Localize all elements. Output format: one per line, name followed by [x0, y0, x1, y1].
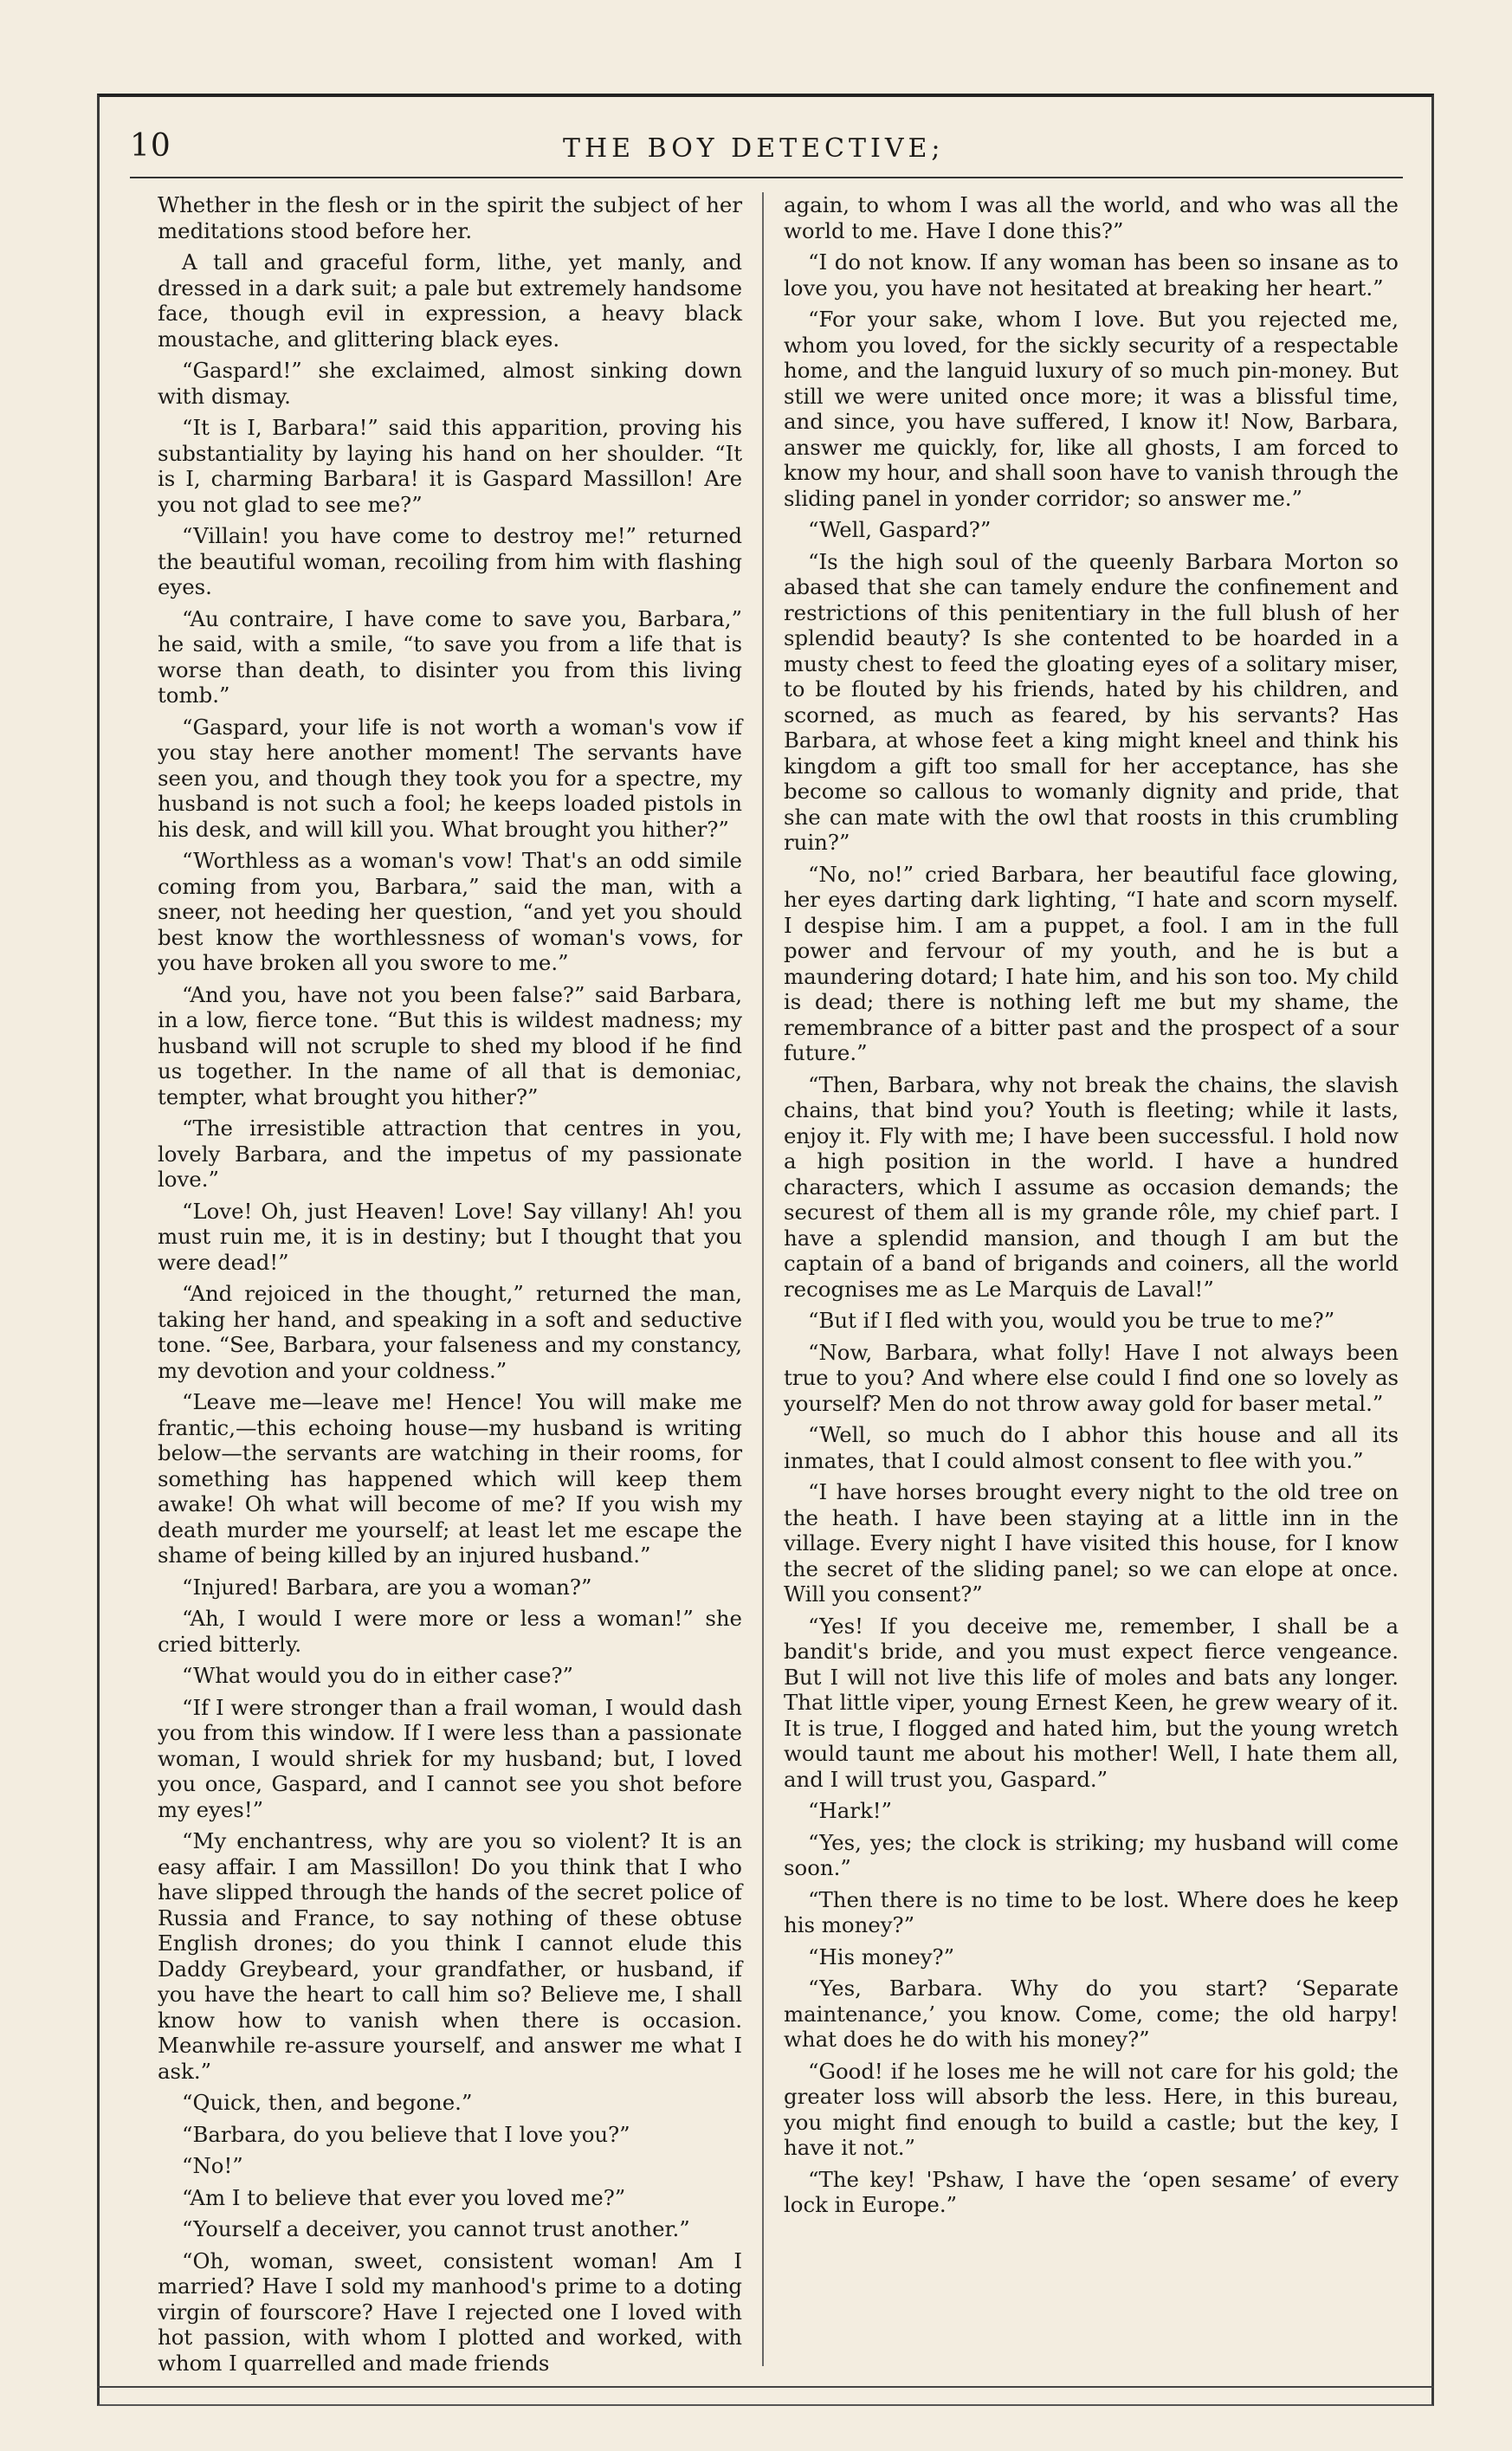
paragraph: “The key! 'Pshaw, I have the ‘open sesame’ of every lock in Europe.” [784, 2166, 1399, 2217]
paragraph: “It is I, Barbara!” said this apparition, proving his substantiality by laying his hand on her shoulder. “It is I, charming Barbara! it is Gaspard Massillon! Are you not glad to see me?” [158, 415, 742, 517]
paragraph: A tall and graceful form, lithe, yet manly, and dressed in a dark suit; a pale but extremely handsome face, though evil in expression, a heavy black moustache, and glittering black eyes. [158, 249, 742, 352]
paragraph: “For your sake, whom I love. But you rejected me, whom you loved, for the sickly security of a respectable home, and the languid luxury of so much pin-money. But still we were united once more; it was a blissful time, and since, you have suffered, I know it! Now, Barbara, answer me quickly, for, like all ghosts, I am forced to know my hour, and shall soon have to vanish through the sliding panel in yonder corridor; so answer me.” [784, 307, 1399, 511]
paragraph: “Injured! Barbara, are you a woman?” [182, 1574, 592, 1600]
paragraph: “Well, so much do I abhor this house and all its inmates, that I could almost consent to flee with you.” [784, 1422, 1399, 1473]
paragraph: “Well, Gaspard?” [808, 517, 992, 542]
paragraph: “Good! if he loses me he will not care for his gold; the greater loss will absorb the less. Here, in this bureau, you might find enough to build a castle; but the key, I have it not.” [784, 2058, 1399, 2160]
paragraph: “Then there is no time to be lost. Where does he keep his money?” [784, 1886, 1399, 1937]
left-column [158, 192, 742, 2382]
paragraph: “Yes! If you deceive me, remember, I shall be a bandit's bride, and you must expect fierce vengeance. But I will not live this life of moles and bats any longer. That little viper, young Ernest Keen, he grew weary of it. It is true, I flogged and hated him, but the young wretch would taunt me about his mother! Well, I hate them all, and I will trust you, Gaspard.” [784, 1613, 1399, 1792]
paragraph: “No!” [182, 2153, 243, 2178]
paragraph: “Yourself a deceiver, you cannot trust another.” [182, 2216, 690, 2241]
paragraph: “Am I to believe that ever you loved me?” [182, 2184, 626, 2210]
paragraph: “Quick, then, and begone.” [182, 2090, 473, 2115]
paragraph: “Leave me—leave me! Hence! You will make me frantic,—this echoing house—my husband is writing below—the servants are watching in their rooms, for something has happened which will keep them awake! Oh what will become of me? If you wish my death murder me yourself; at least let me escape the shame of being killed by an injured husband.” [158, 1389, 742, 1568]
paragraph: “What would you do in either case?” [182, 1663, 573, 1688]
footer-rule [97, 2386, 1434, 2388]
paragraph: “His money?” [808, 1943, 955, 1969]
paragraph: Whether in the flesh or in the spirit the subject of her meditations stood before her. [158, 192, 742, 243]
paragraph: “Yes, yes; the clock is striking; my husband will come soon.” [784, 1829, 1399, 1880]
paragraph: “No, no!” cried Barbara, her beautiful face glowing, her eyes darting dark lighting, “I hate and scorn myself. I despise him. I am a puppet, a fool. I am in the full power and fervour of my youth, and he is but a maundering dotard; I hate him, and his son too. My child is dead; there is nothing left me but my shame, the remembrance of a bitter past and the prospect of a sour future.” [784, 861, 1399, 1065]
paragraph: “I have horses brought every night to the old tree on the heath. I have been staying at a little inn in the village. Every night I have visited this house, for I know the secret of the sliding panel; so we can elope at once. Will you consent?” [784, 1479, 1399, 1607]
column-divider [762, 192, 764, 2366]
paragraph: “Ah, I would I were more or less a woman!” she cried bitterly. [158, 1606, 742, 1657]
paragraph: “Love! Oh, just Heaven! Love! Say villany! Ah! you must ruin me, it is in destiny; but I thought that you were dead!” [158, 1198, 742, 1275]
paragraph: “Gaspard!” she exclaimed, almost sinking down with dismay. [158, 358, 742, 409]
page-number: 10 [130, 128, 171, 164]
paragraph: “Villain! you have come to destroy me!” returned the beautiful woman, recoiling from him with flashing eyes. [158, 523, 742, 599]
paragraph: “I do not know. If any woman has been so insane as to love you, you have not hesitated at breaking her heart.” [784, 249, 1399, 301]
running-title: THE BOY DETECTIVE; [563, 133, 945, 164]
header-rule [130, 177, 1403, 178]
paragraph: “Au contraire, I have come to save you, Barbara,” he said, with a smile, “to save you from a life that is worse than death, to disinter you from this living tomb.” [158, 605, 742, 708]
paragraph: “Now, Barbara, what folly! Have I not always been true to you? And where else could I find one so lovely as yourself? Men do not throw away gold for baser metal.” [784, 1339, 1399, 1416]
paragraph: “Gaspard, your life is not worth a woman's vow if you stay here another moment! The servants have seen you, and though they took you for a spectre, my husband is not such a fool; he keeps loaded pistols in his desk, and will kill you. What brought you hither?” [158, 714, 742, 842]
paragraph: “But if I fled with you, would you be true to me?” [808, 1308, 1335, 1333]
paragraph: “My enchantress, why are you so violent? It is an easy affair. I am Massillon! Do you think that I who have slipped through the hands of the secret police of Russia and France, to say nothing of these obtuse English drones; do you think I cannot elude this Daddy Greybeard, your grandfather, or husband, if you have the heart to call him so? Believe me, I shall know how to vanish when there is occasion. Meanwhile re-assure yourself, and answer me what I ask.” [158, 1828, 742, 2084]
paragraph: “And you, have not you been false?” said Barbara, in a low, fierce tone. “But this is wildest madness; my husband will not scruple to shed my blood if he find us together. In the name of all that is demoniac, tempter, what brought you hither?” [158, 981, 742, 1109]
paragraph: “Then, Barbara, why not break the chains, the slavish chains, that bind you? Youth is fleeting; while it lasts, enjoy it. Fly with me; I have been successful. I hold now a high position in the world. I have a hundred characters, which I assume as occasion demands; the securest of them all is my grande rôle, my chief part. I have a splendid mansion, and though I am but the captain of a band of brigands and coiners, all the world recognises me as Le Marquis de Laval!” [784, 1071, 1399, 1302]
paragraph: “Is the high soul of the queenly Barbara Morton so abased that she can tamely endure the confinement and restrictions of this penitentiary in the full blush of her splendid beauty? Is she contented to be hoarded in a musty chest to feed the gloating eyes of a solitary miser, to be flouted by his friends, hated by his children, and scorned, as much as feared, by his servants? Has Barbara, at whose feet a king might kneel and think his kingdom a gift too small for her acceptance, has she become so callous to womanly dignity and pride, that she can mate with the owl that roosts in this crumbling ruin?” [784, 548, 1399, 855]
paragraph: “And rejoiced in the thought,” returned the man, taking her hand, and speaking in a soft and seductive tone. “See, Barbara, your falseness and my constancy, my devotion and your coldness.” [158, 1281, 742, 1383]
paragraph: “Hark!” [808, 1798, 892, 1823]
paragraph: “Worthless as a woman's vow! That's an odd simile coming from you, Barbara,” said the man, with a sneer, not heeding her question, “and yet you should best know the worthlessness of woman's vows, for you have broken all you swore to me.” [158, 848, 742, 975]
right-column [784, 192, 1399, 2224]
paragraph: “If I were stronger than a frail woman, I would dash you from this window. If I were less than a passionate woman, I would shriek for my husband; but, I loved you once, Gaspard, and I cannot see you shot before my eyes!” [158, 1694, 742, 1822]
paragraph: “Oh, woman, sweet, consistent woman! Am I married? Have I sold my manhood's prime to a doting virgin of fourscore? Have I rejected one I loved with hot passion, with whom I plotted and worked, with whom I quarrelled and made friends [158, 2247, 742, 2376]
paragraph: “The irresistible attraction that centres in you, lovely Barbara, and the impetus of my passionate love.” [158, 1116, 742, 1192]
paragraph: again, to whom I was all the world, and who was all the world to me. Have I done this?” [784, 192, 1399, 243]
paragraph: “Yes, Barbara. Why do you start? ‘Separate maintenance,’ you know. Come, come; the old harpy! what does he do with his money?” [784, 1976, 1399, 2052]
page-header [130, 121, 1403, 173]
paragraph: “Barbara, do you believe that I love you?” [182, 2121, 630, 2147]
